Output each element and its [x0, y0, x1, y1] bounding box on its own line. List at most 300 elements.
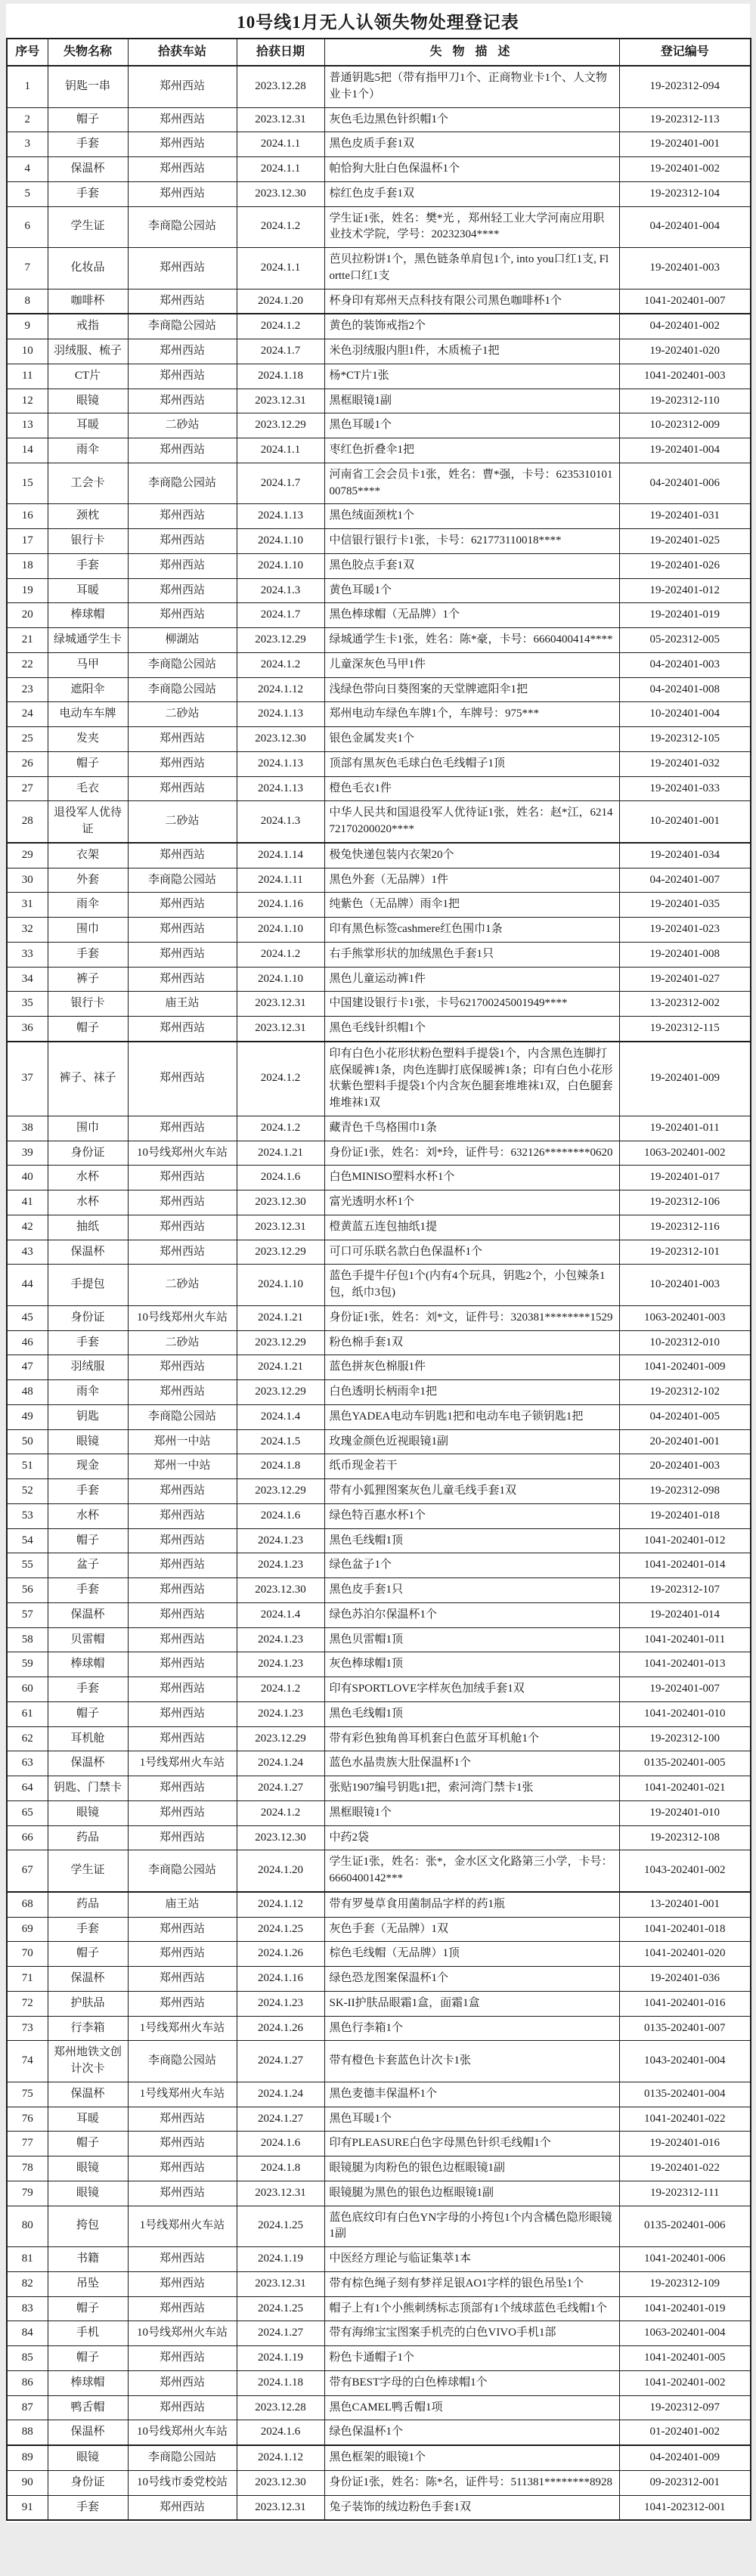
pickup-date: 2023.12.31: [237, 2495, 324, 2520]
registration-number: 04-202401-005: [619, 1404, 751, 1429]
pickup-station: 郑州西站: [128, 339, 237, 364]
item-name: 手机: [48, 2321, 128, 2346]
pickup-station: 二砂站: [128, 1265, 237, 1306]
item-description: 中医经方理论与临证集萃1本: [324, 2247, 619, 2272]
pickup-station: 柳湖站: [128, 628, 237, 653]
item-description: 黑色麦德丰保温杯1个: [324, 2082, 619, 2107]
item-description: 印有白色小花形状粉色塑料手提袋1个，内含黑色连脚打底保暖裤1条，肉色连脚打底保暖裤1条；印有白色小花形状紫色塑料手提袋1个内含灰色腿套堆堆袜1双，白色腿套堆堆袜1双: [324, 1042, 619, 1116]
table-row: [7, 893, 751, 918]
row-index: 32: [7, 918, 48, 943]
table-row: [7, 2247, 751, 2272]
registration-number: 1041-202401-011: [619, 1627, 751, 1652]
row-index: 11: [7, 364, 48, 389]
col-header-station: 拾获车站: [128, 39, 237, 66]
pickup-station: 郑州一中站: [128, 1454, 237, 1479]
registration-number: 1063-202401-002: [619, 1141, 751, 1166]
item-name: 雨伞: [48, 1380, 128, 1405]
registration-number: 19-202401-017: [619, 1166, 751, 1190]
item-name: 保温杯: [48, 1602, 128, 1627]
item-description: 中信银行银行卡1张，卡号：621773110018****: [324, 529, 619, 554]
row-index: 83: [7, 2296, 48, 2321]
table-row: [7, 1917, 751, 1942]
item-description: 黑色棒球帽（无品牌）1个: [324, 603, 619, 628]
pickup-date: 2023.12.28: [237, 66, 324, 107]
pickup-date: 2024.1.12: [237, 2445, 324, 2470]
pickup-station: 郑州西站: [128, 1116, 237, 1141]
pickup-station: 郑州西站: [128, 66, 237, 107]
page-title: 10号线1月无人认领失物处理登记表: [237, 13, 519, 32]
registration-number: 10-202401-003: [619, 1265, 751, 1306]
table-row: [7, 1578, 751, 1603]
item-name: 手套: [48, 1677, 128, 1702]
table-row: [7, 1800, 751, 1825]
registration-number: 1041-202401-016: [619, 1991, 751, 2016]
table-row: [7, 1166, 751, 1190]
pickup-station: 郑州西站: [128, 1190, 237, 1215]
pickup-station: 庙王站: [128, 992, 237, 1017]
row-index: 76: [7, 2107, 48, 2132]
registration-number: 0135-202401-004: [619, 2082, 751, 2107]
item-description: 带有BEST字母的白色棒球帽1个: [324, 2370, 619, 2395]
item-name: 帽子: [48, 1942, 128, 1967]
item-name: 羽绒服: [48, 1355, 128, 1380]
pickup-date: 2024.1.13: [237, 702, 324, 727]
item-description: 银色金属发夹1个: [324, 727, 619, 752]
registration-number: 1041-202312-001: [619, 2495, 751, 2520]
item-name: 耳暖: [48, 2107, 128, 2132]
item-name: 学生证: [48, 206, 128, 248]
item-name: 盆子: [48, 1553, 128, 1578]
item-description: 极兔快递包装内衣架20个: [324, 843, 619, 868]
item-name: 学生证: [48, 1850, 128, 1892]
table-row: [7, 1991, 751, 2016]
table-row: [7, 181, 751, 206]
table-row: [7, 967, 751, 992]
pickup-date: 2023.12.29: [237, 1240, 324, 1265]
pickup-date: 2024.1.26: [237, 1942, 324, 1967]
pickup-date: 2024.1.10: [237, 967, 324, 992]
table-row: [7, 2016, 751, 2041]
registration-number: 04-202401-007: [619, 868, 751, 893]
pickup-station: 郑州西站: [128, 1017, 237, 1042]
registration-number: 19-202312-104: [619, 181, 751, 206]
registration-number: 19-202312-106: [619, 1190, 751, 1215]
registration-number: 20-202401-001: [619, 1429, 751, 1454]
item-name: 衣架: [48, 843, 128, 868]
registration-number: 19-202401-026: [619, 553, 751, 578]
lost-items-table: [6, 38, 751, 2521]
item-description: 印有PLEASURE白色字母黑色针织毛线帽1个: [324, 2132, 619, 2156]
row-index: 77: [7, 2132, 48, 2156]
pickup-date: 2024.1.14: [237, 843, 324, 868]
row-index: 50: [7, 1429, 48, 1454]
item-description: 黑色皮手套1只: [324, 1578, 619, 1603]
item-description: 身份证1张，姓名：刘*玲，证件号：632126********0620: [324, 1141, 619, 1166]
row-index: 9: [7, 314, 48, 339]
row-index: 58: [7, 1627, 48, 1652]
item-description: 儿童深灰色马甲1件: [324, 652, 619, 677]
pickup-station: 郑州西站: [128, 1627, 237, 1652]
item-description: 绿色特百惠水杯1个: [324, 1503, 619, 1528]
item-description: 中华人民共和国退役军人优待证1张，姓名：赵*江，621472170200020****: [324, 801, 619, 843]
item-description: 灰色棒球帽1顶: [324, 1652, 619, 1677]
row-index: 12: [7, 389, 48, 413]
pickup-station: 郑州西站: [128, 918, 237, 943]
table-row: [7, 1850, 751, 1892]
registration-number: 1041-202401-003: [619, 364, 751, 389]
item-description: 绿色苏泊尔保温杯1个: [324, 1602, 619, 1627]
table-row: [7, 652, 751, 677]
table-header: [7, 39, 751, 66]
pickup-station: 郑州西站: [128, 553, 237, 578]
item-name: 挎包: [48, 2206, 128, 2247]
pickup-date: 2024.1.23: [237, 1528, 324, 1553]
pickup-date: 2023.12.31: [237, 107, 324, 132]
item-name: 绿城通学生卡: [48, 628, 128, 653]
table-row: [7, 289, 751, 314]
item-name: 手套: [48, 1917, 128, 1942]
pickup-station: 郑州西站: [128, 2395, 237, 2420]
pickup-date: 2024.1.23: [237, 1701, 324, 1726]
pickup-date: 2023.12.30: [237, 1825, 324, 1850]
table-row: [7, 1240, 751, 1265]
pickup-date: 2024.1.20: [237, 289, 324, 314]
row-index: 16: [7, 504, 48, 529]
registration-number: 1041-202401-007: [619, 289, 751, 314]
table-row: [7, 1776, 751, 1801]
item-description: 蓝色拼灰色棉服1件: [324, 1355, 619, 1380]
pickup-station: 李商隐公园站: [128, 1850, 237, 1892]
row-index: 78: [7, 2156, 48, 2181]
pickup-date: 2024.1.10: [237, 529, 324, 554]
row-index: 60: [7, 1677, 48, 1702]
registration-number: 1041-202401-021: [619, 1776, 751, 1801]
registration-number: 04-202401-004: [619, 206, 751, 248]
table-row: [7, 628, 751, 653]
table-row: [7, 438, 751, 463]
registration-number: 19-202401-012: [619, 578, 751, 603]
item-description: 灰色手套（无品牌）1双: [324, 1917, 619, 1942]
item-name: 保温杯: [48, 1240, 128, 1265]
row-index: 47: [7, 1355, 48, 1380]
pickup-date: 2024.1.16: [237, 1967, 324, 1992]
item-name: 眼镜: [48, 2181, 128, 2206]
registration-number: 19-202401-020: [619, 339, 751, 364]
registration-number: 19-202312-107: [619, 1578, 751, 1603]
item-name: 戒指: [48, 314, 128, 339]
table-row: [7, 776, 751, 801]
pickup-date: 2024.1.24: [237, 1751, 324, 1776]
table-row: [7, 1503, 751, 1528]
table-row: [7, 1726, 751, 1751]
row-index: 17: [7, 529, 48, 554]
table-row: [7, 1429, 751, 1454]
row-index: 19: [7, 578, 48, 603]
pickup-date: 2024.1.2: [237, 652, 324, 677]
pickup-station: 郑州西站: [128, 529, 237, 554]
item-description: 绿色恐龙图案保温杯1个: [324, 1967, 619, 1992]
item-description: 黑色CAMEL鸭舌帽1项: [324, 2395, 619, 2420]
table-row: [7, 66, 751, 107]
table-row: [7, 413, 751, 438]
item-description: 黑色胶点手套1双: [324, 553, 619, 578]
item-description: 郑州电动车绿色车牌1个，车牌号：975***: [324, 702, 619, 727]
pickup-date: 2023.12.30: [237, 727, 324, 752]
item-name: 马甲: [48, 652, 128, 677]
item-name: 手套: [48, 942, 128, 967]
pickup-date: 2023.12.30: [237, 181, 324, 206]
row-index: 66: [7, 1825, 48, 1850]
pickup-station: 郑州西站: [128, 1215, 237, 1240]
pickup-date: 2024.1.5: [237, 1429, 324, 1454]
row-index: 40: [7, 1166, 48, 1190]
item-description: 棕色毛线帽（无品牌）1顶: [324, 1942, 619, 1967]
row-index: 35: [7, 992, 48, 1017]
pickup-station: 郑州西站: [128, 727, 237, 752]
pickup-date: 2023.12.31: [237, 2271, 324, 2296]
row-index: 3: [7, 132, 48, 157]
table-row: [7, 2321, 751, 2346]
item-description: 绿色保温杯1个: [324, 2420, 619, 2445]
row-index: 37: [7, 1042, 48, 1116]
col-header-item-name: 失物名称: [48, 39, 128, 66]
row-index: 67: [7, 1850, 48, 1892]
item-name: 眼镜: [48, 2156, 128, 2181]
table-row: [7, 727, 751, 752]
registration-number: 19-202401-004: [619, 438, 751, 463]
item-description: 中药2袋: [324, 1825, 619, 1850]
pickup-date: 2023.12.29: [237, 628, 324, 653]
pickup-station: 郑州西站: [128, 776, 237, 801]
pickup-date: 2024.1.2: [237, 1116, 324, 1141]
row-index: 14: [7, 438, 48, 463]
table-row: [7, 1042, 751, 1116]
item-name: 手套: [48, 181, 128, 206]
pickup-date: 2024.1.23: [237, 1553, 324, 1578]
item-name: 手套: [48, 1578, 128, 1603]
pickup-date: 2024.1.27: [237, 2041, 324, 2082]
pickup-station: 郑州西站: [128, 1578, 237, 1603]
item-name: 雨伞: [48, 893, 128, 918]
registration-number: 1063-202401-004: [619, 2321, 751, 2346]
registration-number: 0135-202401-007: [619, 2016, 751, 2041]
table-row: [7, 248, 751, 289]
item-name: 现金: [48, 1454, 128, 1479]
pickup-date: 2024.1.23: [237, 1652, 324, 1677]
pickup-date: 2024.1.8: [237, 2156, 324, 2181]
row-index: 51: [7, 1454, 48, 1479]
item-name: 保温杯: [48, 1751, 128, 1776]
row-index: 56: [7, 1578, 48, 1603]
registration-number: 1041-202401-002: [619, 2370, 751, 2395]
pickup-date: 2024.1.13: [237, 776, 324, 801]
registration-number: 19-202401-010: [619, 1800, 751, 1825]
table-row: [7, 2470, 751, 2495]
item-name: 药品: [48, 1892, 128, 1917]
item-name: 眼镜: [48, 2445, 128, 2470]
table-row: [7, 2346, 751, 2371]
pickup-station: 郑州西站: [128, 132, 237, 157]
item-description: 浅绿色带向日葵图案的天堂牌遮阳伞1把: [324, 677, 619, 702]
pickup-date: 2023.12.30: [237, 1190, 324, 1215]
pickup-station: 郑州西站: [128, 942, 237, 967]
table-row: [7, 1627, 751, 1652]
item-description: 身份证1张，姓名：陈*名，证件号：511381********8928: [324, 2470, 619, 2495]
pickup-station: 郑州西站: [128, 1800, 237, 1825]
row-index: 57: [7, 1602, 48, 1627]
table-row: [7, 2132, 751, 2156]
row-index: 8: [7, 289, 48, 314]
pickup-station: 1号线郑州火车站: [128, 2082, 237, 2107]
pickup-date: 2024.1.10: [237, 1265, 324, 1306]
table-row: [7, 1602, 751, 1627]
item-description: 黑色贝雷帽1顶: [324, 1627, 619, 1652]
pickup-station: 郑州西站: [128, 1917, 237, 1942]
pickup-date: 2024.1.24: [237, 2082, 324, 2107]
pickup-station: 李商隐公园站: [128, 314, 237, 339]
pickup-date: 2024.1.8: [237, 1454, 324, 1479]
pickup-date: 2024.1.10: [237, 553, 324, 578]
table-row: [7, 1355, 751, 1380]
pickup-station: 郑州西站: [128, 389, 237, 413]
item-description: 黑色毛线帽1顶: [324, 1528, 619, 1553]
pickup-station: 李商隐公园站: [128, 206, 237, 248]
row-index: 45: [7, 1305, 48, 1330]
row-index: 48: [7, 1380, 48, 1405]
table-row: [7, 2271, 751, 2296]
registration-number: 19-202401-034: [619, 843, 751, 868]
item-name: CT片: [48, 364, 128, 389]
pickup-station: 10号线郑州火车站: [128, 1141, 237, 1166]
pickup-station: 郑州西站: [128, 438, 237, 463]
row-index: 41: [7, 1190, 48, 1215]
item-name: 身份证: [48, 1305, 128, 1330]
pickup-station: 郑州西站: [128, 1942, 237, 1967]
item-description: 绿城通学生卡1张，姓名：陈*豪，卡号：6660400414****: [324, 628, 619, 653]
item-name: 手套: [48, 2495, 128, 2520]
pickup-station: 郑州西站: [128, 2247, 237, 2272]
registration-number: 19-202401-031: [619, 504, 751, 529]
table-row: [7, 2082, 751, 2107]
registration-number: 19-202312-105: [619, 727, 751, 752]
item-description: 带有海绵宝宝图案手机壳的白色VIVO手机1部: [324, 2321, 619, 2346]
row-index: 6: [7, 206, 48, 248]
registration-number: 19-202401-019: [619, 603, 751, 628]
row-index: 31: [7, 893, 48, 918]
registration-number: 19-202401-007: [619, 1677, 751, 1702]
pickup-date: 2024.1.21: [237, 1141, 324, 1166]
pickup-station: 二砂站: [128, 413, 237, 438]
item-name: 帽子: [48, 1528, 128, 1553]
row-index: 88: [7, 2420, 48, 2445]
item-description: 可口可乐联名款白色保温杯1个: [324, 1240, 619, 1265]
pickup-date: 2023.12.31: [237, 1017, 324, 1042]
item-name: 吊坠: [48, 2271, 128, 2296]
registration-number: 19-202401-025: [619, 529, 751, 554]
registration-number: 19-202312-109: [619, 2271, 751, 2296]
item-name: 药品: [48, 1825, 128, 1850]
item-description: 黑色耳暖1个: [324, 2107, 619, 2132]
item-name: 保温杯: [48, 1967, 128, 1992]
table-row: [7, 2041, 751, 2082]
row-index: 7: [7, 248, 48, 289]
registration-number: 19-202312-115: [619, 1017, 751, 1042]
pickup-station: 1号线郑州火车站: [128, 2206, 237, 2247]
registration-number: 0135-202401-005: [619, 1751, 751, 1776]
pickup-station: 郑州西站: [128, 1042, 237, 1116]
table-row: [7, 2420, 751, 2445]
registration-number: 1041-202401-012: [619, 1528, 751, 1553]
row-index: 4: [7, 157, 48, 182]
table-row: [7, 529, 751, 554]
item-name: 眼镜: [48, 389, 128, 413]
item-name: 咖啡杯: [48, 289, 128, 314]
pickup-date: 2024.1.13: [237, 504, 324, 529]
pickup-station: 郑州西站: [128, 1967, 237, 1992]
row-index: 23: [7, 677, 48, 702]
item-description: 粉色棉手套1双: [324, 1330, 619, 1355]
item-description: 带有小狐狸图案灰色儿童毛线手套1双: [324, 1479, 619, 1504]
registration-number: 19-202401-011: [619, 1116, 751, 1141]
pickup-date: 2023.12.29: [237, 1726, 324, 1751]
registration-number: 19-202312-094: [619, 66, 751, 107]
row-index: 20: [7, 603, 48, 628]
pickup-station: 1号线郑州火车站: [128, 2016, 237, 2041]
item-name: 行李箱: [48, 2016, 128, 2041]
row-index: 43: [7, 1240, 48, 1265]
registration-number: 1041-202401-013: [619, 1652, 751, 1677]
registration-number: 19-202312-111: [619, 2181, 751, 2206]
item-description: 黑色YADEA电动车钥匙1把和电动车电子锁钥匙1把: [324, 1404, 619, 1429]
pickup-date: 2024.1.1: [237, 157, 324, 182]
registration-number: 1041-202401-019: [619, 2296, 751, 2321]
col-header-date: 拾获日期: [237, 39, 324, 66]
pickup-station: 郑州西站: [128, 1825, 237, 1850]
pickup-station: 郑州西站: [128, 603, 237, 628]
item-description: 学生证1张，姓名：张*，金水区文化路第三小学，卡号：6660400142***: [324, 1850, 619, 1892]
item-name: 颈枕: [48, 504, 128, 529]
pickup-date: 2024.1.10: [237, 918, 324, 943]
registration-number: 1041-202401-018: [619, 1917, 751, 1942]
item-name: 郑州地铁文创计次卡: [48, 2041, 128, 2082]
pickup-station: 郑州西站: [128, 1776, 237, 1801]
table-row: [7, 1942, 751, 1967]
item-name: 裤子、袜子: [48, 1042, 128, 1116]
item-name: 保温杯: [48, 157, 128, 182]
item-name: 手套: [48, 132, 128, 157]
pickup-date: 2024.1.19: [237, 2247, 324, 2272]
pickup-date: 2024.1.6: [237, 2420, 324, 2445]
pickup-date: 2024.1.11: [237, 868, 324, 893]
pickup-station: 二砂站: [128, 801, 237, 843]
registration-number: 19-202401-022: [619, 2156, 751, 2181]
pickup-station: 郑州西站: [128, 893, 237, 918]
item-description: 杯身印有郑州天点科技有限公司黑色咖啡杯1个: [324, 289, 619, 314]
item-description: 黑色行李箱1个: [324, 2016, 619, 2041]
table-row: [7, 132, 751, 157]
item-name: 手套: [48, 553, 128, 578]
header-row: [7, 39, 751, 66]
register-sheet: [6, 4, 750, 2522]
table-row: [7, 1404, 751, 1429]
row-index: 64: [7, 1776, 48, 1801]
pickup-station: 郑州西站: [128, 1479, 237, 1504]
item-name: 帽子: [48, 2296, 128, 2321]
item-name: 棒球帽: [48, 2370, 128, 2395]
registration-number: 1041-202401-014: [619, 1553, 751, 1578]
row-index: 90: [7, 2470, 48, 2495]
registration-number: 05-202312-005: [619, 628, 751, 653]
